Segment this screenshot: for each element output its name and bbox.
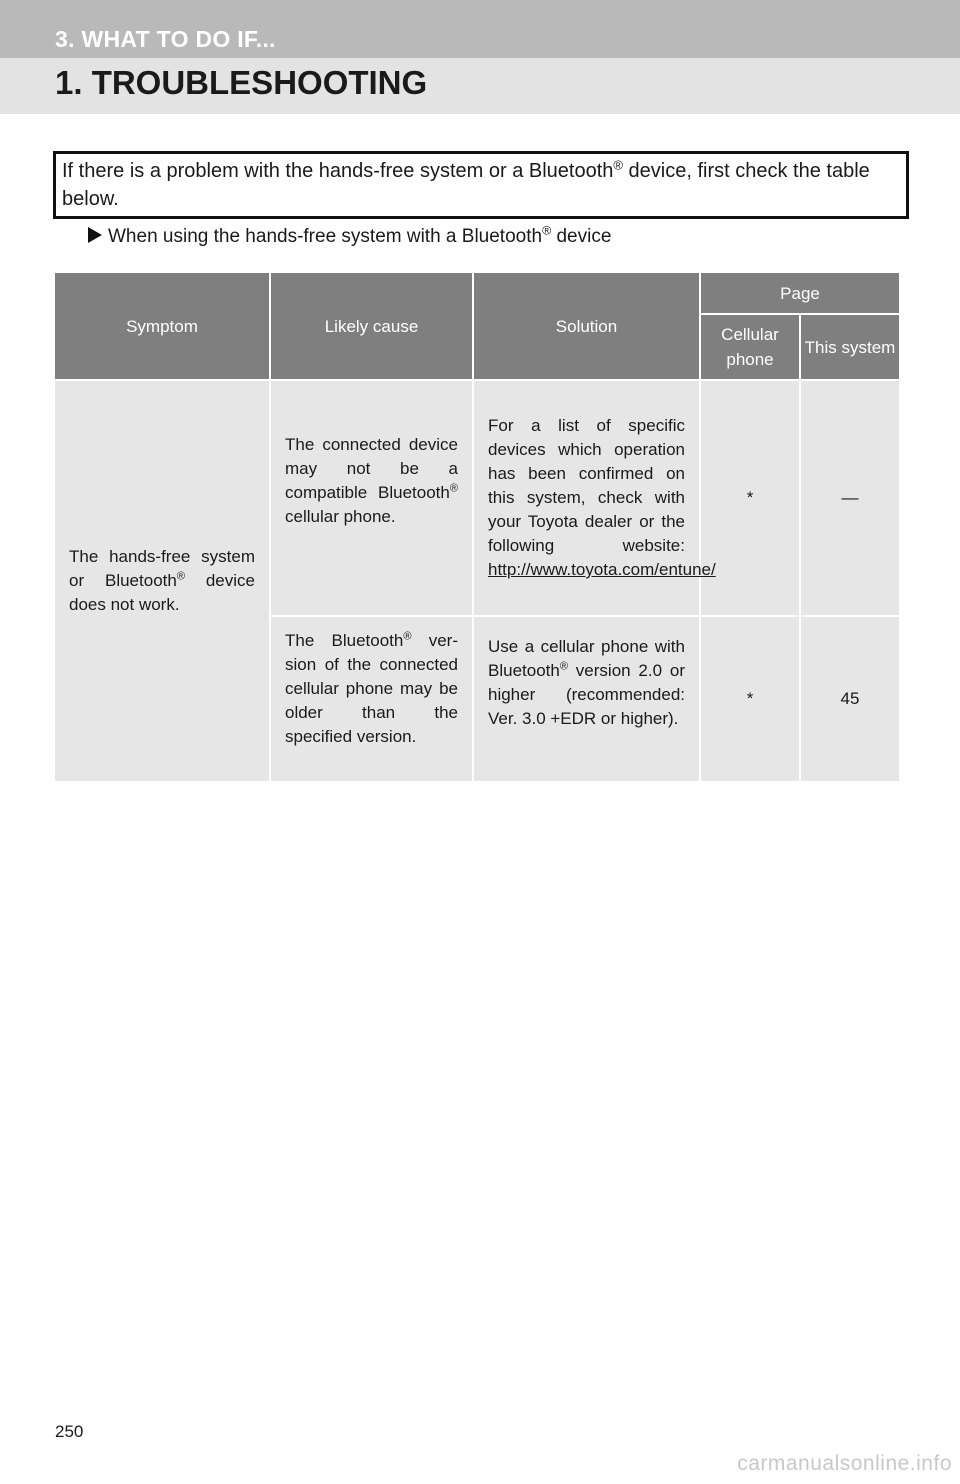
watermark: carmanualsonline.info: [737, 1452, 952, 1475]
this-system-page-cell: 45: [800, 616, 900, 782]
intro-box: [53, 151, 909, 219]
header-page: Page: [700, 272, 900, 314]
intro-text-part2: device, first check the table below.: [62, 160, 870, 210]
registered-mark: ®: [542, 223, 552, 238]
chapter-title: 1. TROUBLESHOOTING: [55, 64, 428, 101]
troubleshooting-table: [53, 271, 901, 783]
cellular-phone-page-cell: *: [700, 616, 800, 782]
page-number: 250: [55, 1422, 84, 1441]
intro-text: [62, 154, 904, 213]
registered-mark: ®: [613, 157, 623, 173]
likely-cause-cell: [270, 616, 473, 782]
solution-text-part2: version 2.0 or higher (recommended: Ver. 3.0 +EDR or higher).: [488, 661, 685, 728]
this-system-page-cell: —: [800, 380, 900, 616]
symptom-text-part1: The hands-free system or Bluetooth: [69, 547, 255, 590]
symptom-text-part2: device does not work.: [69, 571, 255, 614]
symptom-cell: [54, 380, 270, 782]
header-likely-cause: Likely cause: [270, 272, 473, 380]
solution-text: For a list of specific devices which operation has been confirmed on this system, check with your Toyota dealer or the following website:: [488, 416, 685, 555]
cause-text-part1: The Bluetooth: [285, 631, 404, 650]
header-symptom: Symptom: [54, 272, 270, 380]
header-cellular-phone: Cellular phone: [700, 314, 800, 380]
likely-cause-cell: [270, 380, 473, 616]
registered-mark: ®: [449, 482, 458, 495]
cause-text-part1: The connected device may not be a compatible Bluetooth: [285, 435, 458, 502]
subheading-part2: device: [551, 226, 612, 247]
cause-text-part2: cellular phone.: [285, 507, 396, 526]
cellular-phone-page-cell: *: [700, 380, 800, 616]
solution-cell: [473, 616, 700, 782]
solution-text-part1: Use a cellular phone with Bluetooth: [488, 637, 685, 680]
subheading: [88, 223, 612, 248]
triangle-bullet-icon: [88, 227, 102, 243]
registered-mark: ®: [403, 630, 412, 643]
header-this-system: This system: [800, 314, 900, 380]
cause-text-part2: version of the connected cellular phone may be older than the specified version.: [285, 631, 458, 746]
website-link[interactable]: http://www.toyota.com/entune/: [488, 560, 716, 579]
solution-cell: [473, 380, 716, 616]
registered-mark: ®: [176, 570, 185, 583]
registered-mark: ®: [559, 660, 568, 673]
subheading-part1: When using the hands-free system with a Bluetooth: [108, 226, 543, 247]
section-title: 3. WHAT TO DO IF...: [55, 26, 276, 52]
intro-text-part1: If there is a problem with the hands-free system or a Bluetooth: [62, 160, 614, 182]
header-solution: Solution: [473, 272, 700, 380]
